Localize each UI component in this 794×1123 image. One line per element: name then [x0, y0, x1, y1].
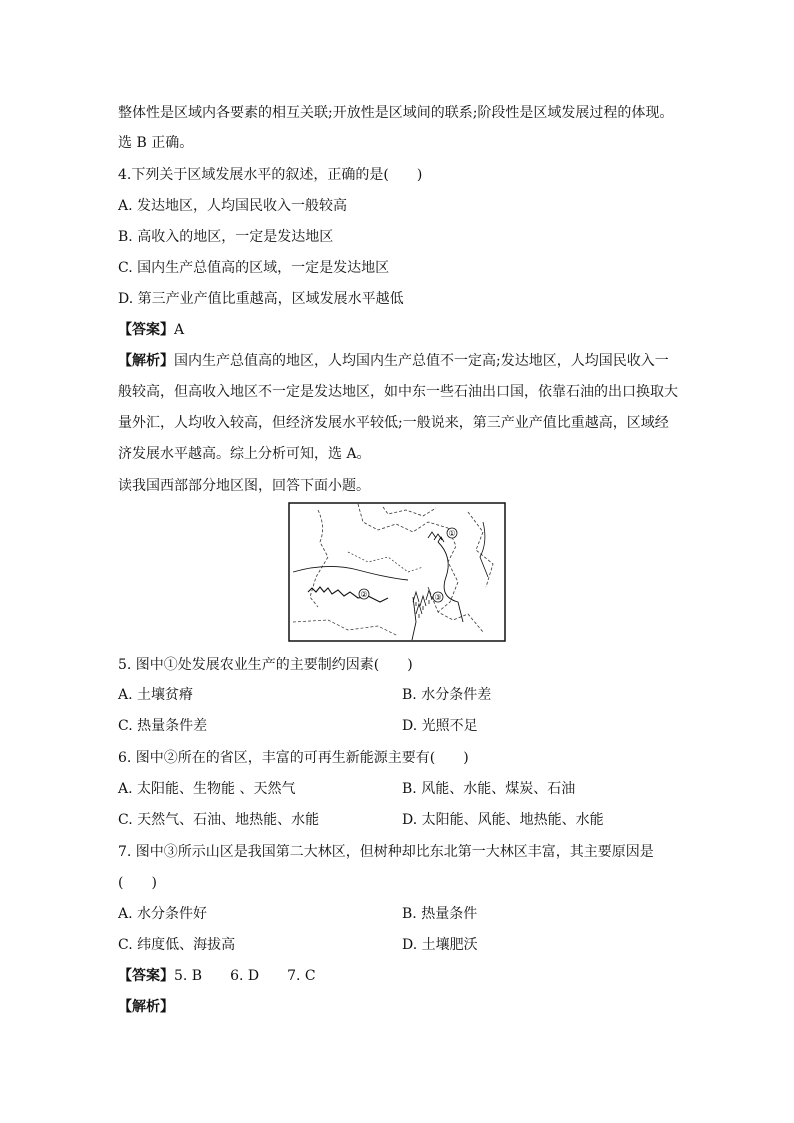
- q7-option-d: D. 土壤肥沃: [402, 937, 478, 953]
- q6-option-b: B. 风能、水能、煤炭、石油: [402, 781, 576, 797]
- q7-option-b: B. 热量条件: [402, 906, 478, 922]
- map-intro: 读我国西部部分地区图，回答下面小题。: [118, 478, 370, 494]
- paragraph-text: 整体性是区域内各要素的相互关联;开放性是区域间的联系;阶段性是区域发展过程的体现。: [118, 105, 674, 121]
- q4-analysis-line: 般较高，但高收入地区不一定是发达地区，如中东一些石油出口国，依靠石油的出口换取大: [118, 384, 678, 400]
- q7-option-a: A. 水分条件好: [118, 906, 208, 922]
- map-frame: [289, 503, 505, 641]
- marker-3: ③: [434, 593, 442, 602]
- q5-option-c: C. 热量条件差: [118, 718, 208, 734]
- question-7-stem-cont: ( ): [118, 875, 157, 891]
- question-6-stem: 6. 图中②所在的省区，丰富的可再生新能源主要有( ): [118, 750, 469, 766]
- q6-option-c: C. 天然气、石油、地热能、水能: [118, 812, 320, 828]
- answer-label: 【答案】: [118, 322, 174, 338]
- marker-2: ②: [360, 590, 368, 599]
- q5-option-d: D. 光照不足: [402, 718, 478, 734]
- q4-answer: [118, 320, 184, 340]
- q5-option-b: B. 水分条件差: [402, 687, 492, 703]
- question-4-stem: 4.下列关于区域发展水平的叙述，正确的是( ): [118, 167, 423, 183]
- analysis-label: 【解析】: [118, 353, 174, 369]
- q4-option-a: A. 发达地区，人均国民收入一般较高: [118, 198, 348, 214]
- q6-option-d: D. 太阳能、风能、地热能、水能: [402, 812, 604, 828]
- q4-option-d: D. 第三产业产值比重越高，区域发展水平越低: [118, 291, 404, 307]
- answers-label: 【答案】: [118, 968, 174, 984]
- answers-value: 5. B 6. D 7. C: [174, 968, 316, 984]
- paragraph-text: 选 B 正确。: [118, 135, 194, 151]
- question-7-stem: 7. 图中③所示山区是我国第二大林区，但树种却比东北第一大林区丰富，其主要原因是: [118, 844, 654, 860]
- q4-option-c: C. 国内生产总值高的区域，一定是发达地区: [118, 260, 390, 276]
- q5-option-a: A. 土壤贫瘠: [118, 687, 194, 703]
- marker-1: ①: [448, 529, 456, 538]
- q7-option-c: C. 纬度低、海拔高: [118, 937, 236, 953]
- answer-value: A: [174, 322, 185, 338]
- analysis-text: 国内生产总值高的地区，人均国内生产总值不一定高;发达地区，人均国民收入一: [174, 353, 669, 369]
- q6-option-a: A. 太阳能、生物能 、天然气: [118, 781, 296, 797]
- q4-analysis-line: [118, 351, 669, 371]
- analysis-2-label: 【解析】: [118, 999, 174, 1015]
- q4-analysis-line: 济发展水平越高。综上分析可知，选 A。: [118, 446, 371, 462]
- answers-line: [118, 966, 316, 986]
- question-5-stem: 5. 图中①处发展农业生产的主要制约因素( ): [118, 657, 413, 673]
- q4-analysis-line: 量外汇，人均收入较高，但经济发展水平较低;一般说来，第三产业产值比重越高，区域经: [118, 415, 669, 431]
- western-china-map: [288, 502, 506, 642]
- q4-option-b: B. 高收入的地区，一定是发达地区: [118, 229, 334, 245]
